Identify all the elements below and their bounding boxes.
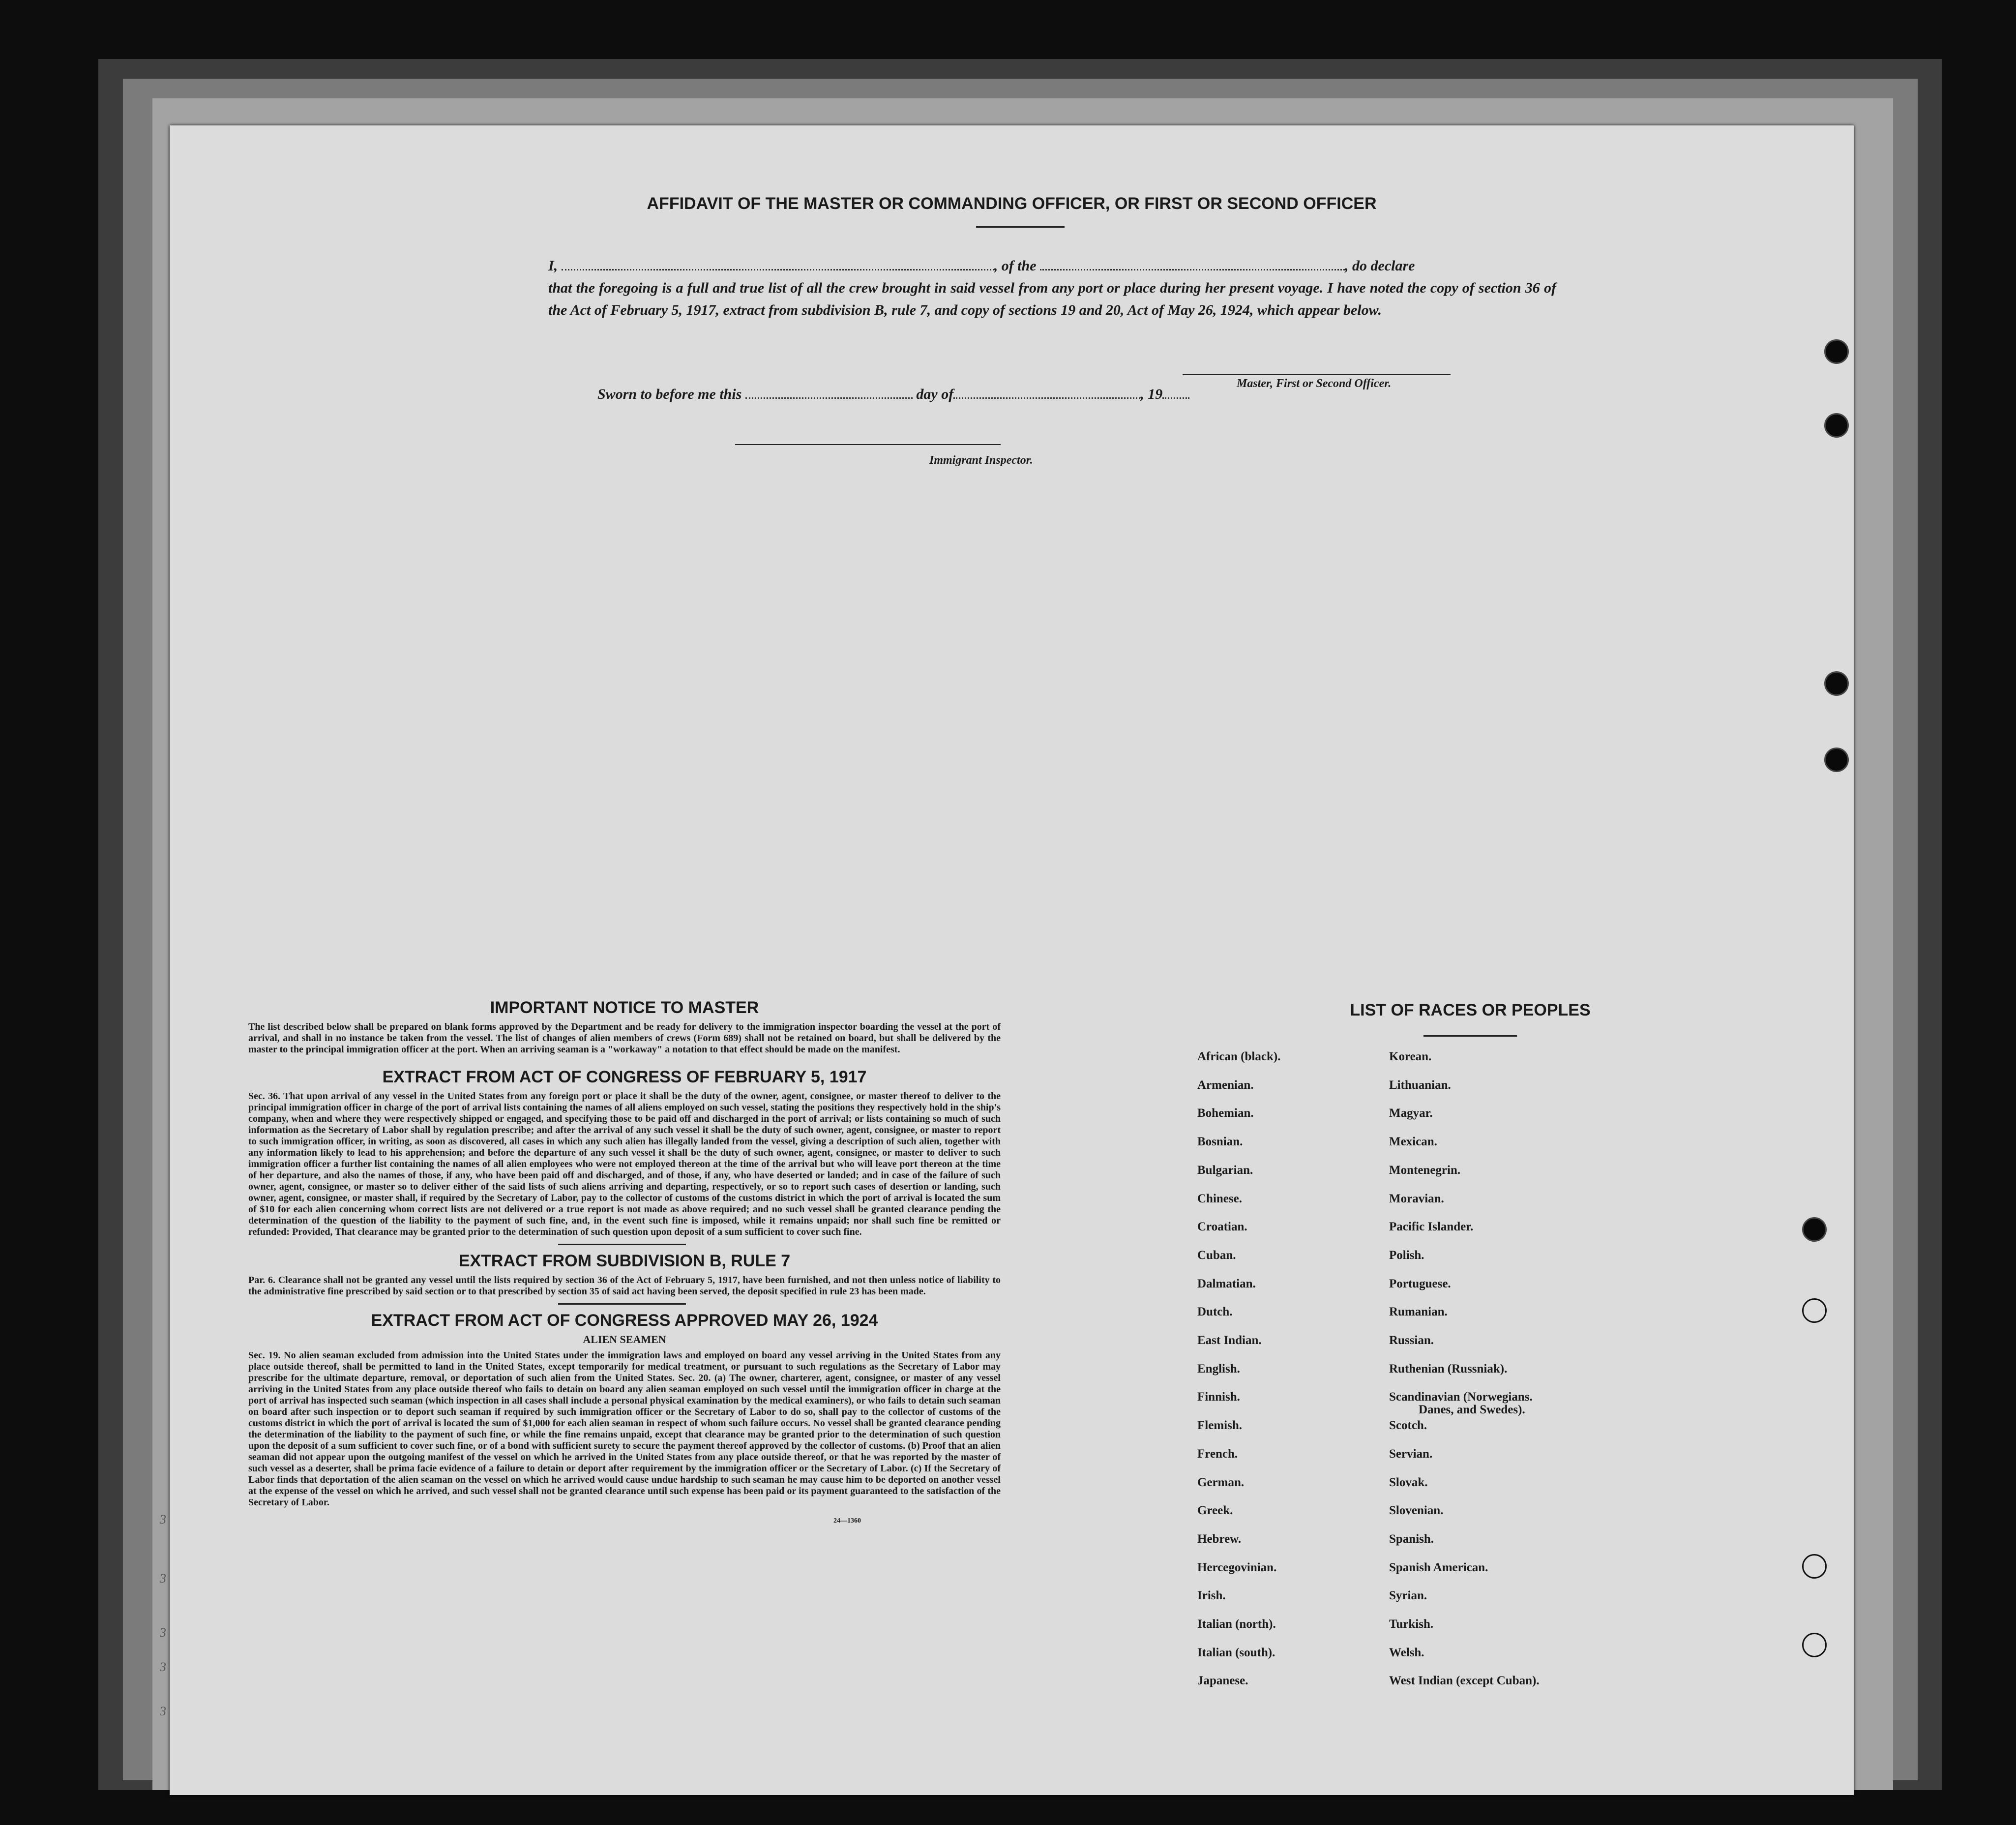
race-left-item: Greek. [1197, 1504, 1233, 1518]
punch-hole [1824, 671, 1849, 696]
race-right-continuation: Danes, and Swedes). [1419, 1403, 1525, 1417]
race-right-item: Turkish. [1389, 1617, 1434, 1631]
race-right-item: Magyar. [1389, 1107, 1433, 1120]
race-right-item: Slovak. [1389, 1475, 1428, 1489]
extract-1924-title: EXTRACT FROM ACT OF CONGRESS APPROVED MAY 26, 1924 [371, 1311, 878, 1330]
race-right-item: Slovenian. [1389, 1504, 1444, 1518]
punch-hole [1824, 748, 1849, 772]
race-left-item: Bosnian. [1197, 1135, 1243, 1149]
affidavit-of-the: , of the [994, 258, 1037, 274]
race-right-item: Polish. [1389, 1248, 1424, 1262]
affidavit-title: AFFIDAVIT OF THE MASTER OR COMMANDING OFFICER, OR FIRST OR SECOND OFFICER [647, 194, 1377, 213]
handwritten-mark: 3 [160, 1704, 166, 1718]
inspector-caption: Immigrant Inspector. [929, 454, 1033, 467]
punch-hole [1802, 1298, 1827, 1323]
race-right-item: West Indian (except Cuban). [1389, 1674, 1540, 1688]
affidavit-declare-line [548, 255, 1556, 277]
extract-1917-text: Sec. 36. That upon arrival of any vessel in the United States from any foreign port or place it shall be the duty of the owner, agent, consignee, or master thereof to deliver to the principal immigration officer in charge of the port of arrival lists containing the names of all aliens employed on such vessel, stating the positions they respectively hold in the ship's company, when and where they were respectively shipped or engaged, and specifying those to be paid off and discharged in the port of arrival; or lists containing so much of such information as the Secretary of Labor shall by regulation prescribe; and after the arrival of any such vessel it shall be the duty of such owner, agent, consignee, or master to report to such immigration officer, in writing, as soon as discovered, all cases in which any such alien has illegally landed from the vessel, giving a description of such alien, together with any information likely to lead to his apprehension; and before the departure of any such vessel it shall be the duty of such owner, agent, consignee, or master to deliver to such immigration officer a further list containing the names of all alien employees who were not employed thereon at the time of the arrival but who will leave port thereon at the time of her departure, and also the names of those, if any, who have been paid off and discharged, and of those, if any, who have deserted or landed; and in case of the failure of such owner, agent, consignee, or master so to deliver either of the said lists of such aliens arriving and departing, respectively, or so to report such cases of desertion or landing, such owner, agent, consignee, or master shall, if required by the Secretary of Labor, pay to the collector of customs of the customs district in which the port of arrival is located the sum of $10 for each alien concerning whom correct lists are not delivered or a true report is not made as above required; and no such vessel shall be granted clearance pending the determination of the question of the liability to the payment of such fine, and, in the event such fine is imposed, while it remains unpaid; nor shall such fine be remitted or refunded: Provided, That clearance may be granted prior to the determination of such question upon deposit of a sum sufficient to cover such fine. [248, 1091, 1001, 1237]
sworn-day-of: day of [916, 386, 954, 402]
handwritten-mark: 3 [160, 1512, 166, 1526]
form-number: 24—1360 [833, 1517, 861, 1525]
divider-2 [558, 1303, 686, 1305]
sworn-line [597, 386, 1189, 403]
punch-hole [1802, 1633, 1827, 1657]
race-left-item: English. [1197, 1362, 1240, 1376]
race-right-item: Spanish. [1389, 1532, 1434, 1546]
title-underline [976, 226, 1065, 228]
master-signature-line [1183, 374, 1451, 375]
race-left-item: Finnish. [1197, 1390, 1240, 1404]
race-right-item: Russian. [1389, 1334, 1434, 1347]
affidavit-i: I, [548, 258, 558, 274]
race-left-item: Bohemian. [1197, 1107, 1254, 1120]
sworn-day-blank[interactable] [745, 397, 913, 399]
race-left-item: Italian (south). [1197, 1645, 1275, 1659]
sworn-prefix: Sworn to before me this [597, 386, 742, 402]
race-left-item: Croatian. [1197, 1220, 1247, 1234]
race-right-item: Montenegrin. [1389, 1163, 1461, 1177]
race-left-item: Armenian. [1197, 1078, 1254, 1092]
sworn-month-blank[interactable] [953, 397, 1140, 399]
races-underline [1423, 1035, 1517, 1037]
race-right-item: Servian. [1389, 1447, 1433, 1461]
form-sheet [160, 125, 1854, 1795]
race-right-item: Scotch. [1389, 1419, 1427, 1433]
extract-rule7-text: Par. 6. Clearance shall not be granted any vessel until the lists required by section 36 of the Act of February 5, 1917, have been furnished, and not then unless notice of liability to the administrative fine prescribed by said section or to that prescribed by section 35 of said act having been served, the deposit specified in rule 23 has been made. [248, 1275, 1001, 1297]
extract-1924-text: Sec. 19. No alien seaman excluded from admission into the United States under the immigration laws and employed on board any vessel arriving in the United States from any place outside thereof, shall be permitted to land in the United States, except temporarily for medical treatment, or pursuant to such regulations as the Secretary of Labor may prescribe for the ultimate departure, removal, or deportation of such alien from the United States. Sec. 20. (a) The owner, charterer, agent, consignee, or master of any vessel arriving in the United States from any place outside thereof who fails to detain on board any alien seaman employed on such vessel until the immigration officer in charge at the port of arrival has inspected such seaman (which inspection in all cases shall include a personal physical examination by the medical examiners), or who fails to detain such seaman on board after such inspection or to deport such seaman if required by such immigration officer or the Secretary of Labor to do so, shall pay to the collector of customs of the customs district in which the port of arrival is located the sum of $1,000 for each alien seaman in respect of whom such failure occurs. No vessel shall be granted clearance pending the determination of the liability to the payment of such fine, or while the fine remains unpaid, except that clearance may be granted prior to the determination of such question upon the deposit of a sum sufficient to cover such fine, or of a bond with sufficient surety to secure the payment thereof approved by the collector of customs. (b) Proof that an alien seaman did not appear upon the outgoing manifest of the vessel on which he arrived in the United States from any place outside thereof, or that he was reported by the master of such vessel as a deserter, shall be prima facie evidence of a failure to detain or deport after requirement by the immigration officer or the Secretary of Labor. (c) If the Secretary of Labor finds that deportation of the alien seaman on the vessel on which he arrived would cause undue hardship to such seaman he may cause him to be deported on another vessel at the expense of the vessel on which he arrived, and such vessel shall not be granted clearance until such expense has been paid or its payment guaranteed to the satisfaction of the Secretary of Labor. [248, 1350, 1001, 1508]
race-right-item: Korean. [1389, 1050, 1432, 1063]
handwritten-mark: 3 [160, 1625, 166, 1640]
master-caption: Master, First or Second Officer. [1237, 377, 1392, 390]
handwritten-mark: 3 [160, 1571, 166, 1586]
extract-1924-subtitle: ALIEN SEAMEN [583, 1333, 666, 1346]
race-right-item: Scandinavian (Norwegians. [1389, 1390, 1533, 1404]
race-left-item: German. [1197, 1475, 1245, 1489]
race-right-item: Ruthenian (Russniak). [1389, 1362, 1508, 1376]
affidavit-do-declare: , do declare [1345, 258, 1415, 274]
race-left-item: Dalmatian. [1197, 1277, 1256, 1290]
race-left-item: Cuban. [1197, 1248, 1236, 1262]
punch-hole [1802, 1217, 1827, 1242]
race-left-item: Dutch. [1197, 1305, 1233, 1319]
handwritten-mark: 3 [160, 1660, 166, 1674]
races-title: LIST OF RACES OR PEOPLES [1350, 1001, 1591, 1019]
race-right-item: Syrian. [1389, 1589, 1427, 1603]
race-left-item: Italian (north). [1197, 1617, 1276, 1631]
race-left-item: Japanese. [1197, 1674, 1248, 1688]
race-left-item: East Indian. [1197, 1334, 1262, 1347]
affidavit-text [548, 255, 1556, 321]
race-left-item: Chinese. [1197, 1192, 1242, 1205]
notice-block [219, 998, 1030, 1525]
race-left-item: African (black). [1197, 1050, 1281, 1063]
name-blank[interactable] [562, 269, 994, 270]
race-left-item: Flemish. [1197, 1419, 1242, 1433]
race-left-item: French. [1197, 1447, 1238, 1461]
race-right-item: Moravian. [1389, 1192, 1444, 1205]
divider-1 [558, 1244, 686, 1245]
punch-hole [1802, 1554, 1827, 1579]
notice-text: The list described below shall be prepared on blank forms approved by the Department and be ready for delivery to the immigration inspector boarding the vessel at the port of arrival, and shall in no instance be taken from the vessel. The list of changes of alien members of crews (Form 689) shall not be retained on board, but shall be delivered by the master to the principal immigration officer at the port. When an arriving seaman is a "workaway" a notation to that effect should be made on the manifest. [248, 1021, 1001, 1055]
sworn-year: , 19 [1140, 386, 1163, 402]
race-right-item: Lithuanian. [1389, 1078, 1451, 1092]
race-right-item: Welsh. [1389, 1645, 1424, 1659]
extract-1917-title: EXTRACT FROM ACT OF CONGRESS OF FEBRUARY 5, 1917 [382, 1068, 867, 1086]
vessel-blank[interactable] [1040, 269, 1345, 270]
race-left-item: Hebrew. [1197, 1532, 1242, 1546]
affidavit-body: that the foregoing is a full and true list of all the crew brought in said vessel from any port or place during her present voyage. I have noted the copy of section 36 of the Act of February 5, 1917, extract from subdivision B, rule 7, and copy of sections 19 and 20, Act of May 26, 1924, which appear below. [548, 280, 1556, 318]
race-right-item: Spanish American. [1389, 1560, 1488, 1574]
race-right-item: Portuguese. [1389, 1277, 1451, 1290]
inspector-signature-line [735, 444, 1001, 445]
extract-rule7-title: EXTRACT FROM SUBDIVISION B, RULE 7 [458, 1252, 791, 1270]
race-right-item: Mexican. [1389, 1135, 1437, 1149]
race-left-item: Hercegovinian. [1197, 1560, 1277, 1574]
punch-hole [1824, 339, 1849, 364]
notice-title: IMPORTANT NOTICE TO MASTER [490, 998, 759, 1017]
race-left-item: Irish. [1197, 1589, 1226, 1603]
punch-hole [1824, 413, 1849, 438]
race-right-item: Rumanian. [1389, 1305, 1448, 1319]
race-left-item: Bulgarian. [1197, 1163, 1253, 1177]
sworn-year-blank[interactable] [1162, 397, 1189, 399]
race-right-item: Pacific Islander. [1389, 1220, 1474, 1234]
